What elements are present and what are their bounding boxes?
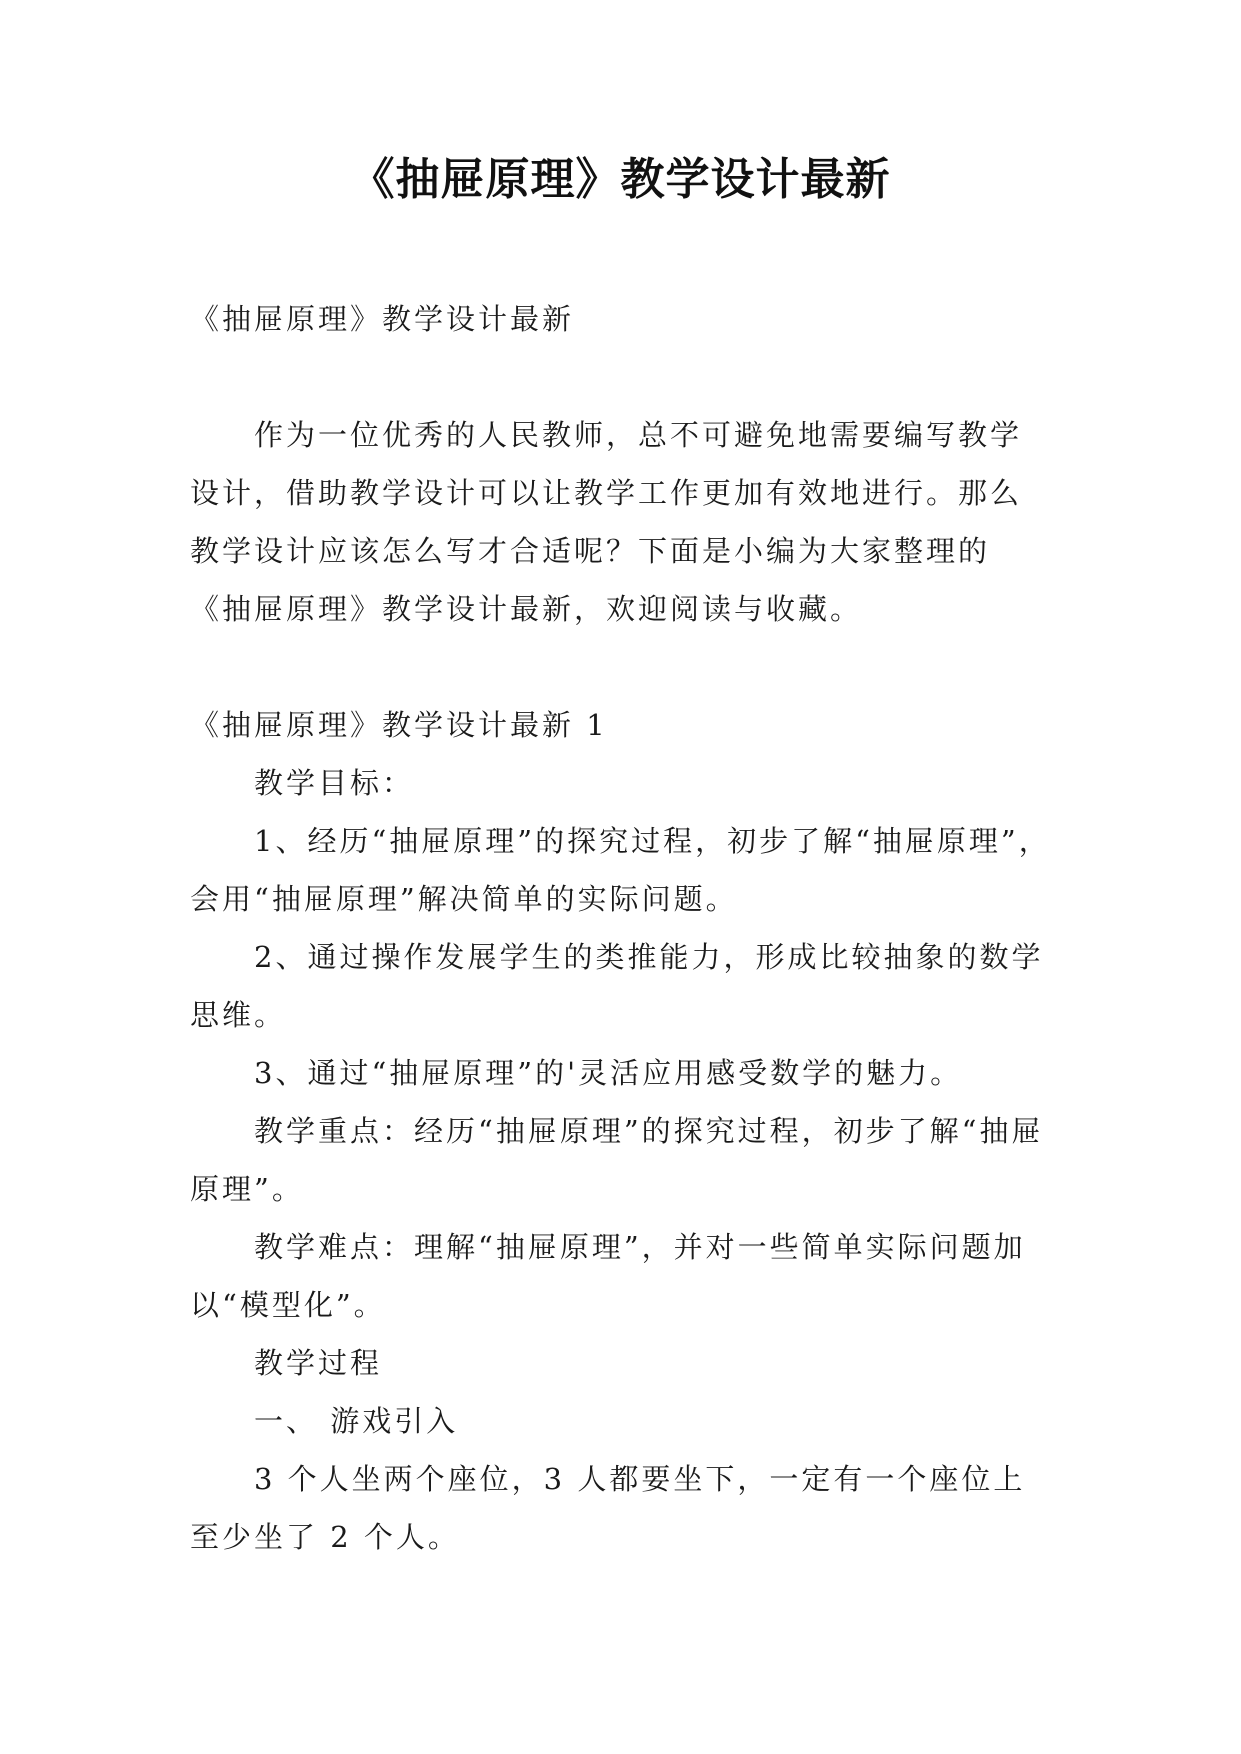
document-body — [190, 290, 1052, 1566]
paragraph-seats: 3 个人坐两个座位，3 人都要坐下，一定有一个座位上至少坐了 2 个人。 — [190, 1462, 1026, 1554]
section-heading: 《抽屉原理》教学设计最新 1 — [190, 708, 608, 742]
document-title: 《抽屉原理》教学设计最新 — [350, 154, 891, 205]
paragraph-teaching-goals: 教学目标： — [254, 766, 415, 800]
paragraph-game-intro: 一、 游戏引入 — [254, 1404, 459, 1438]
paragraph-goal-3: 3、通过“抽屉原理”的'灵活应用感受数学的魅力。 — [254, 1056, 963, 1090]
paragraph-goal-2: 2、通过操作发展学生的类推能力，形成比较抽象的数学思维。 — [190, 940, 1044, 1032]
intro-paragraph: 作为一位优秀的人民教师，总不可避免地需要编写教学设计，借助教学设计可以让教学工作更加有效地进行。那么教学设计应该怎么写才合适呢？下面是小编为大家整理的《抽屉原理》教学设计最新，欢迎阅读与收藏。 — [190, 418, 1023, 626]
paragraph-goal-1: 1、经历“抽屉原理”的探究过程，初步了解“抽屉原理”，会用“抽屉原理”解决简单的实际问题。 — [190, 824, 1051, 916]
paragraph-key-point: 教学重点：经历“抽屉原理”的探究过程，初步了解“抽屉原理”。 — [190, 1114, 1044, 1206]
paragraph-difficulty: 教学难点：理解“抽屉原理”，并对一些简单实际问题加以“模型化”。 — [190, 1230, 1026, 1322]
paragraph-process: 教学过程 — [254, 1346, 383, 1380]
document-subtitle: 《抽屉原理》教学设计最新 — [190, 302, 575, 336]
